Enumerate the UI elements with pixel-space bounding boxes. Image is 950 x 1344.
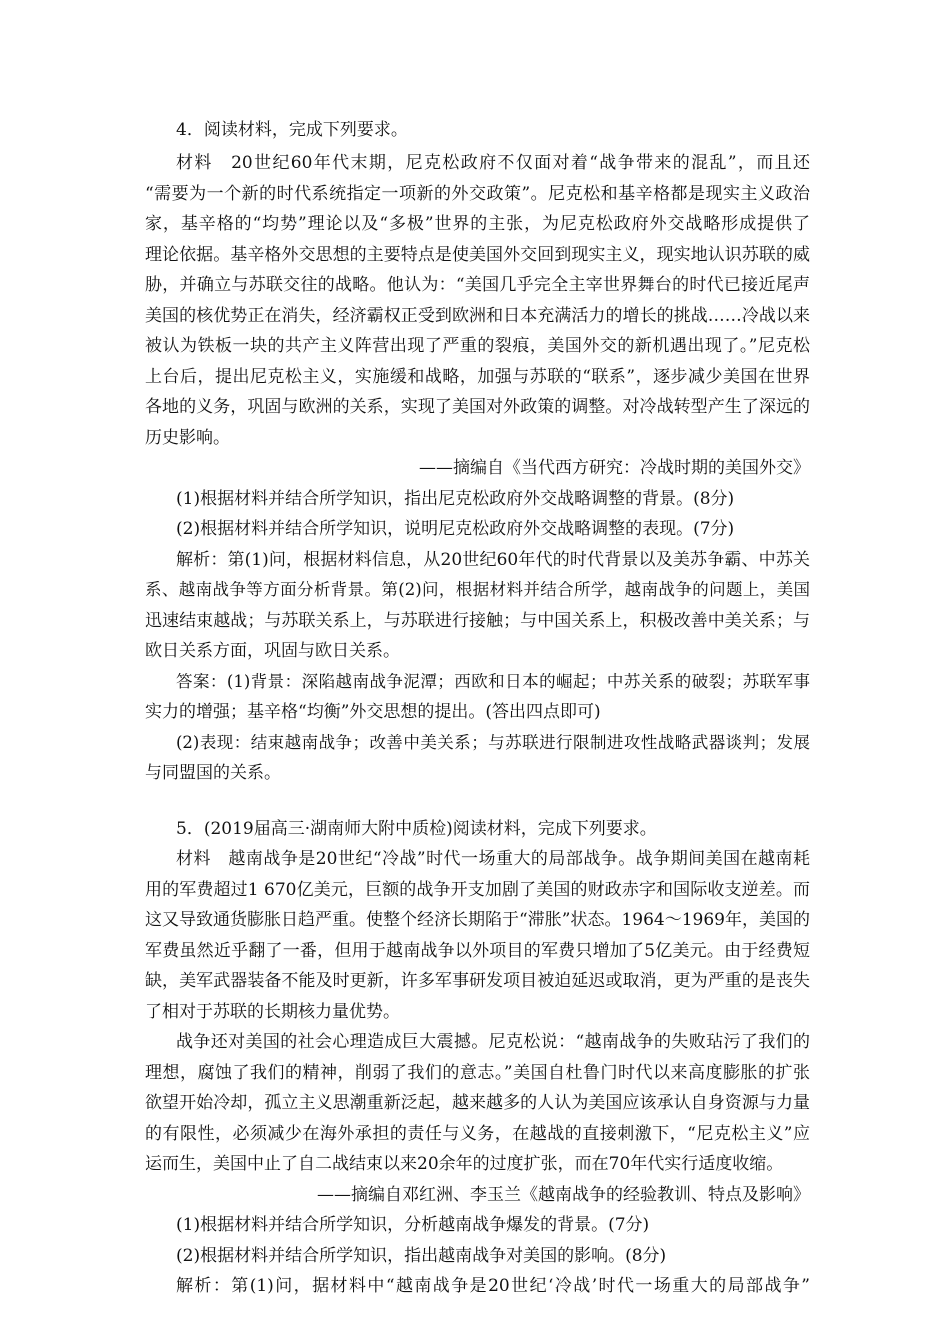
q4-analysis-line: 系、越南战争等方面分析背景。第(2)问，根据材料并结合所学，越南战争的问题上，美国 — [145, 580, 810, 599]
q4-material-line: 被认为铁板一块的共产主义阵营出现了严重的裂痕，美国外交的新机遇出现了。”尼克松 — [145, 336, 810, 356]
q5-analysis-line: 解析：第(1)问，据材料中“越南战争是20世纪‘冷战’时代一场重大的局部战争” — [176, 1276, 810, 1296]
q5-question-2: (2)根据材料并结合所学知识，指出越南战争对美国的影响。(8分) — [176, 1246, 667, 1266]
q4-material-line: 上台后，提出尼克松主义，实施缓和战略，加强与苏联的“联系”，逐步减少美国在世界 — [145, 367, 810, 387]
q5-material-line: 材料 越南战争是20世纪“冷战”时代一场重大的局部战争。战争期间美国在越南耗 — [176, 849, 810, 869]
q5-material-line: 的有限性，必须减少在海外承担的责任与义务，在越战的直接刺激下，“尼克松主义”应 — [145, 1124, 810, 1144]
q4-title: 4．阅读材料，完成下列要求。 — [176, 120, 408, 140]
q5-material-line: 了相对于苏联的长期核力量优势。 — [145, 1002, 400, 1022]
q4-answer-line: 与同盟国的关系。 — [145, 763, 281, 783]
q4-material-line: 历史影响。 — [145, 428, 230, 448]
q4-material-line: 各地的义务，巩固与欧洲的关系，实现了美国对外政策的调整。对冷战转型产生了深远的 — [145, 397, 810, 417]
q5-title: 5．(2019届高三·湖南师大附中质检)阅读材料，完成下列要求。 — [176, 819, 657, 839]
q5-question-1: (1)根据材料并结合所学知识，分析越南战争爆发的背景。(7分) — [176, 1215, 650, 1235]
q5-material-line: 运而生，美国中止了自二战结束以来20余年的过度扩张，而在70年代实行适度收缩。 — [145, 1154, 784, 1174]
q5-material-line: 欲望开始冷却，孤立主义思潮重新泛起，越来越多的人认为美国应该承认自身资源与力量 — [145, 1093, 810, 1113]
q5-material-line: 缺，美军武器装备不能及时更新，许多军事研发项目被迫延迟或取消，更为严重的是丧失 — [145, 971, 810, 991]
q5-material-line: 用的军费超过1 670亿美元，巨额的战争开支加剧了美国的财政赤字和国际收支逆差。而 — [145, 880, 810, 900]
q4-material-line: 美国的核优势正在消失，经济霸权正受到欧洲和日本充满活力的增长的挑战……冷战以来 — [145, 306, 810, 326]
q4-analysis-line: 欧日关系方面，巩固与欧日关系。 — [145, 641, 400, 661]
q5-material-line: 军费虽然近乎翻了一番，但用于越南战争以外项目的军费只增加了5亿美元。由于经费短 — [145, 941, 810, 961]
q5-material-line: 这又导致通货膨胀日趋严重。使整个经济长期陷于“滞胀”状态。1964～1969年，美国的 — [145, 910, 810, 930]
q4-material-line: 材料 20世纪60年代末期，尼克松政府不仅面对着“战争带来的混乱”，而且还 — [176, 153, 810, 173]
q4-material-line: “需要为一个新的时代系统指定一项新的外交政策”。尼克松和基辛格都是现实主义政治 — [145, 184, 810, 204]
q4-question-1: (1)根据材料并结合所学知识，指出尼克松政府外交战略调整的背景。(8分) — [176, 489, 735, 509]
q4-analysis-line: 解析：第(1)问，根据材料信息，从20世纪60年代的时代背景以及美苏争霸、中苏关 — [176, 550, 810, 570]
q4-question-2: (2)根据材料并结合所学知识，说明尼克松政府外交战略调整的表现。(7分) — [176, 519, 735, 539]
q5-material-line: 战争还对美国的社会心理造成巨大震撼。尼克松说：“越南战争的失败玷污了我们的 — [176, 1032, 810, 1052]
q4-analysis-line: 迅速结束越战；与苏联关系上，与苏联进行接触；与中国关系上，积极改善中美关系；与 — [145, 611, 810, 631]
q4-material-line: 胁，并确立与苏联交往的战略。他认为：“美国几乎完全主宰世界舞台的时代已接近尾声 — [145, 275, 810, 295]
q4-material-line: 理论依据。基辛格外交思想的主要特点是使美国外交回到现实主义，现实地认识苏联的威 — [145, 245, 810, 265]
q4-answer-line: 答案：(1)背景：深陷越南战争泥潭；西欧和日本的崛起；中苏关系的破裂；苏联军事 — [176, 672, 810, 691]
q5-source: ——摘编自邓红洲、李玉兰《越南战争的经验教训、特点及影响》 — [317, 1185, 810, 1205]
q5-material-line: 理想，腐蚀了我们的精神，削弱了我们的意志。”美国自杜鲁门时代以来高度膨胀的扩张 — [145, 1063, 810, 1083]
q4-material-line: 家，基辛格的“均势”理论以及“多极”世界的主张，为尼克松政府外交战略形成提供了 — [145, 214, 810, 234]
q4-source: ——摘编自《当代西方研究：冷战时期的美国外交》 — [419, 458, 810, 478]
q4-answer-line: 实力的增强；基辛格“均衡”外交思想的提出。(答出四点即可) — [145, 702, 601, 722]
q4-answer-line: (2)表现：结束越南战争；改善中美关系；与苏联进行限制进攻性战略武器谈判；发展 — [176, 733, 810, 752]
